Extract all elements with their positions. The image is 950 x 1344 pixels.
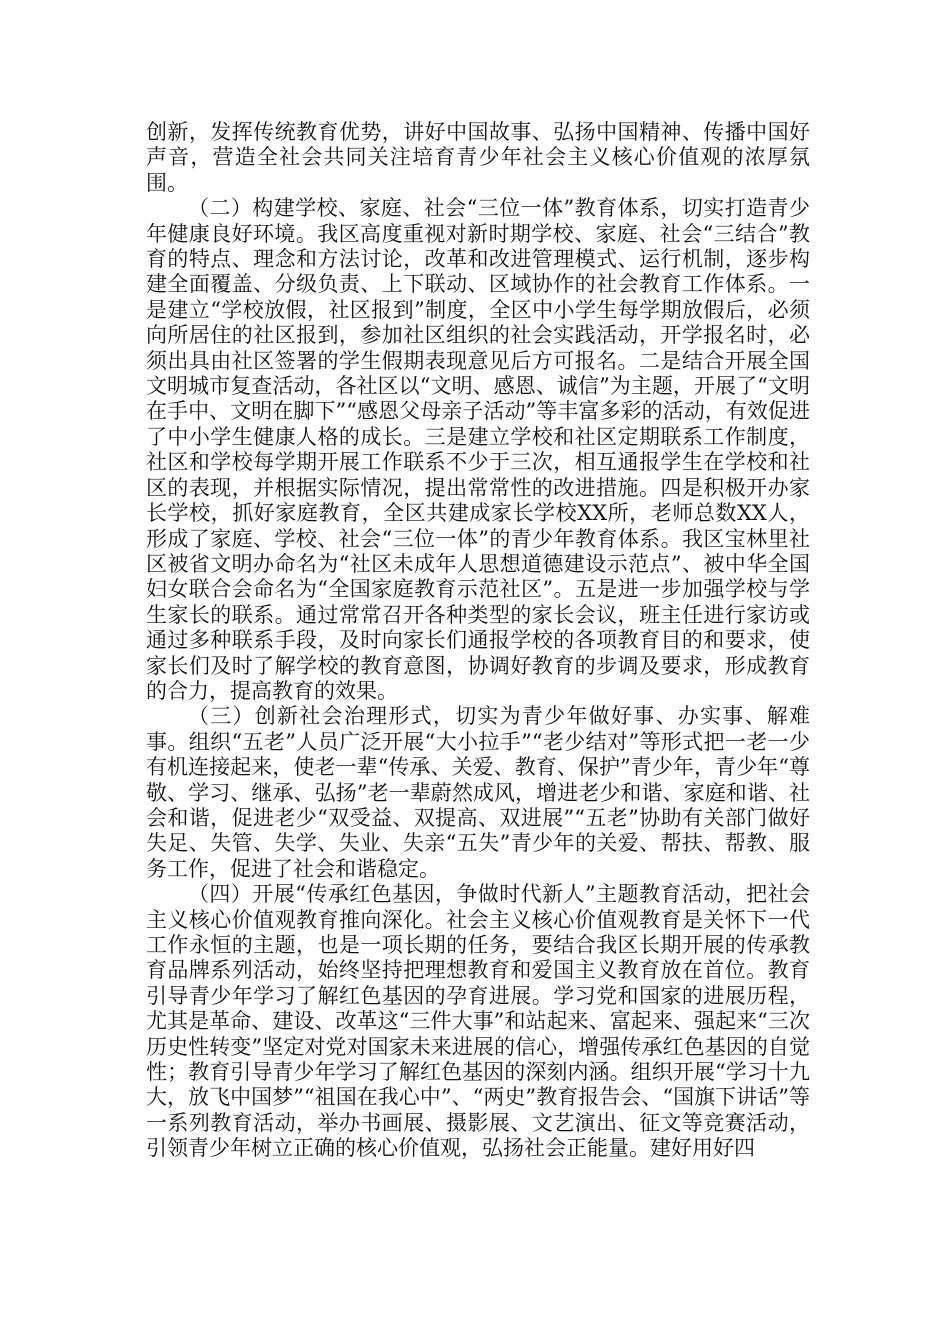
document-body: [146, 120, 810, 1162]
paragraph-section-2: （二）构建学校、家庭、社会“三位一体”教育体系，切实打造青少年健康良好环境。我区高度重视对新时期学校、家庭、社会“三结合”教育的特点、理念和方法讨论，改革和改进管理模式、运行机制，逐步构建全面覆盖、分级负责、上下联动、区域协作的社会教育工作体系。一是建立“学校放假，社区报到”制度，全区中小学生每学期放假后，必须向所居住的社区报到，参加社区组织的社会实践活动，开学报名时，必须出具由社区签署的学生假期表现意见后方可报名。二是结合开展全国文明城市复查活动，各社区以“文明、感恩、诚信”为主题，开展了“文明在手中、文明在脚下”“感恩父母亲子活动”等丰富多彩的活动，有效促进了中小学生健康人格的成长。三是建立学校和社区定期联系工作制度，社区和学校每学期开展工作联系不少于三次，相互通报学生在学校和社区的表现，并根据实际情况，提出常常性的改进措施。四是积极开办家长学校，抓好家庭教育，全区共建成家长学校XX所，老师总数XX人，形成了家庭、学校、社会“三位一体”的青少年教育体系。我区宝林里社区被省文明办命名为“社区未成年人思想道德建设示范点”、被中华全国妇女联合会命名为“全国家庭教育示范社区”。五是进一步加强学校与学生家长的联系。通过常常召开各种类型的家长会议，班主任进行家访或通过多种联系手段，及时向家长们通报学校的各项教育目的和要求，使家长们及时了解学校的教育意图，协调好教育的步调及要求，形成教育的合力，提高教育的效果。: [146, 196, 810, 703]
paragraph-section-4: （四）开展“传承红色基因，争做时代新人”主题教育活动，把社会主义核心价值观教育推向深化。社会主义核心价值观教育是关怀下一代工作永恒的主题，也是一项长期的任务，要结合我区长期开展的传承教育品牌系列活动，始终坚持把理想教育和爱国主义教育放在首位。教育引导青少年学习了解红色基因的孕育进展。学习党和国家的进展历程，尤其是革命、建设、改革这“三件大事”和站起来、富起来、强起来“三次历史性转变”坚定对党对国家未来进展的信心，增强传承红色基因的自觉性；教育引导青少年学习了解红色基因的深刻内涵。组织开展“学习十九大，放飞中国梦”“祖国在我心中”、“两史”教育报告会、“国旗下讲话”等一系列教育活动，举办书画展、摄影展、文艺演出、征文等竞赛活动，引领青少年树立正确的核心价值观，弘扬社会正能量。建好用好四: [146, 882, 810, 1161]
paragraph-continuation: 创新，发挥传统教育优势，讲好中国故事、弘扬中国精神、传播中国好声音，营造全社会共同关注培育青少年社会主义核心价值观的浓厚氛围。: [146, 120, 810, 195]
paragraph-section-3: （三）创新社会治理形式，切实为青少年做好事、办实事、解难事。组织“五老”人员广泛开展“大小拉手”“老少结对”等形式把一老一少有机连接起来，使老一辈“传承、关爱、教育、保护”青少年，青少年“尊敬、学习、继承、弘扬”老一辈蔚然成风，增进老少和谐、家庭和谐、社会和谐，促进老少“双受益、双提高、双进展”“五老”协助有关部门做好失足、失管、失学、失业、失亲“五失”青少年的关爱、帮扶、帮教、服务工作，促进了社会和谐稳定。: [146, 704, 810, 881]
